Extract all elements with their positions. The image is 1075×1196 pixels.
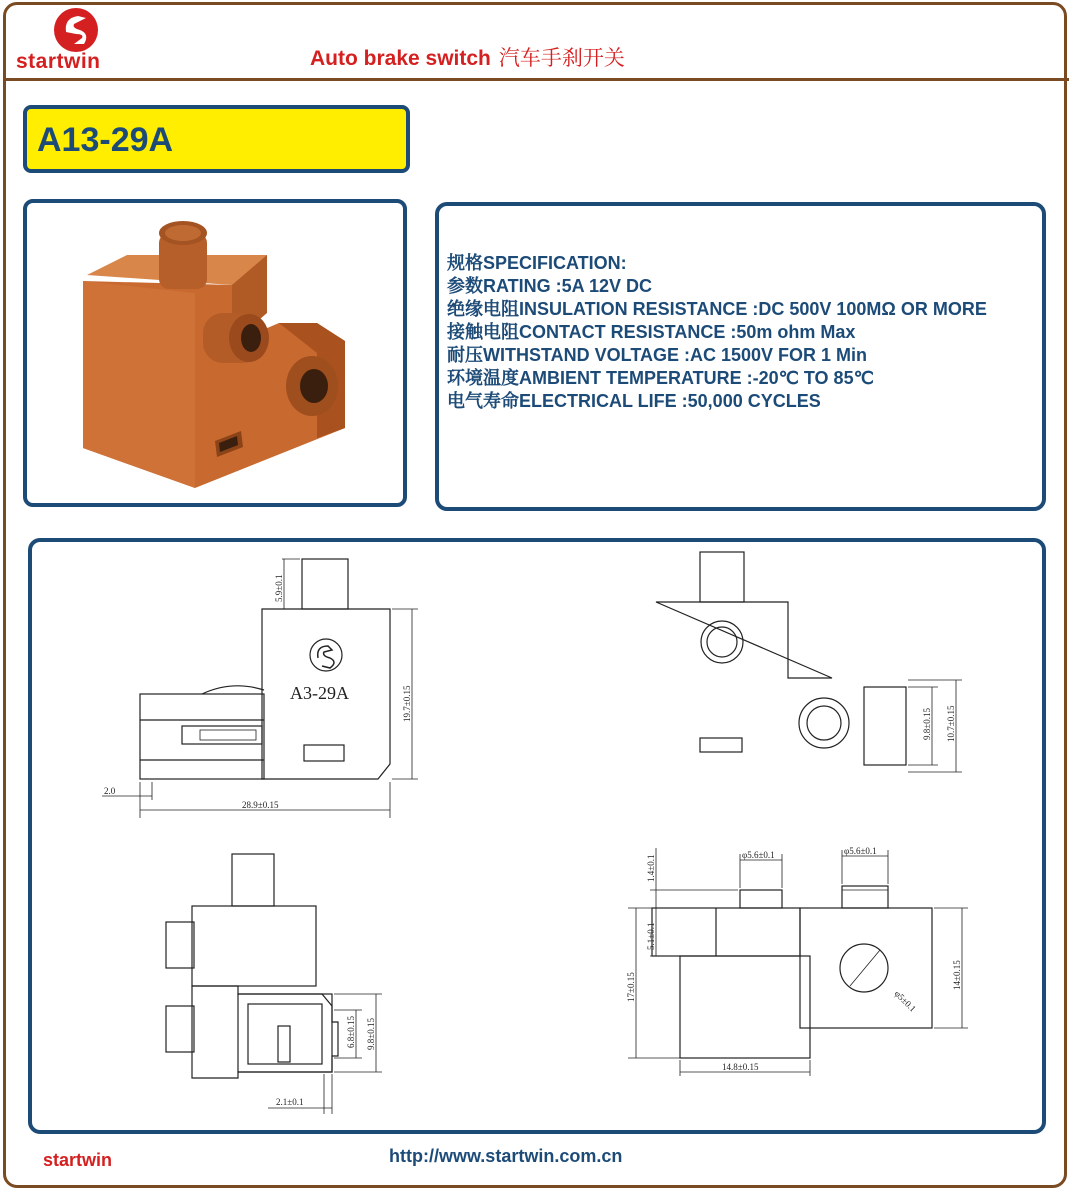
spec-item-cn: 电气寿命 [447, 391, 519, 412]
header-divider [6, 78, 1069, 81]
dim-dia2: φ5.6±0.1 [844, 846, 877, 856]
side-view [626, 846, 968, 1076]
spec-item-en: AMBIENT TEMPERATURE :-20℃ TO 85℃ [519, 368, 874, 388]
spec-item-en: INSULATION RESISTANCE :DC 500V 100MΩ OR MORE [519, 299, 987, 319]
footer-brand: startwin [43, 1150, 113, 1170]
spec-item-contact [447, 321, 987, 344]
spec-item-temperature [447, 367, 987, 390]
spec-item-cn: 绝缘电阻 [447, 299, 519, 320]
spec-heading-cn: 规格 [447, 253, 483, 274]
dim-width: 14.8±0.15 [722, 1062, 759, 1072]
title-cn: 汽车手刹开关 [498, 46, 625, 70]
spec-item-en: ELECTRICAL LIFE :50,000 CYCLES [519, 391, 821, 411]
dim-length: 28.9±0.15 [242, 800, 279, 810]
front-view [102, 559, 418, 818]
model-number: A13-29A [37, 121, 174, 159]
technical-drawing [32, 542, 1042, 1130]
spec-item-en: RATING :5A 12V DC [483, 276, 653, 296]
spec-item-life [447, 390, 987, 413]
dim-mid-step: 5.1±0.1 [646, 922, 656, 950]
product-photo [27, 203, 403, 503]
dim-bottom-outer: 9.8±0.15 [366, 1018, 376, 1050]
footer-url-link[interactable]: http://www.startwin.com.cn [389, 1146, 623, 1166]
spec-item-rating [447, 275, 987, 298]
dim-hole: φ5±0.1 [892, 988, 918, 1014]
dim-bottom-inner: 6.8±0.15 [346, 1016, 356, 1048]
model-banner [23, 105, 410, 173]
spec-item-en: CONTACT RESISTANCE :50m ohm Max [519, 322, 856, 342]
spec-heading [447, 252, 987, 275]
dim-total-height: 17±0.15 [626, 972, 636, 1002]
spec-heading-en: SPECIFICATION: [483, 253, 627, 273]
spec-item-cn: 接触电阻 [447, 322, 519, 343]
dim-right-height: 14±0.15 [952, 960, 962, 990]
title-en: Auto brake switch [310, 47, 491, 70]
spec-item-insulation [447, 298, 987, 321]
dim-bottom-offset: 2.1±0.1 [276, 1097, 304, 1107]
rear-view [656, 552, 962, 772]
spec-item-cn: 参数 [447, 276, 483, 297]
dim-side-outer: 10.7±0.15 [946, 705, 956, 742]
bottom-view [166, 854, 382, 1114]
dim-top-step: 1.4±0.1 [646, 854, 656, 882]
spec-item-withstand [447, 344, 987, 367]
spec-item-cn: 环境温度 [447, 368, 519, 389]
spec-item-cn: 耐压 [447, 345, 483, 366]
technical-drawing-panel [28, 538, 1046, 1134]
dim-body-height: 19.7±0.15 [402, 685, 412, 722]
spec-list [447, 252, 987, 413]
dim-dia1: φ5.6±0.1 [742, 850, 775, 860]
dim-offset: 2.0 [104, 786, 116, 796]
dim-plunger-height: 5.9±0.1 [274, 574, 284, 602]
product-photo-panel [23, 199, 407, 507]
part-marking: A3-29A [290, 683, 349, 703]
page-title [310, 42, 625, 72]
brand-name: startwin [16, 50, 101, 73]
dim-side-inner: 9.8±0.15 [922, 708, 932, 740]
specification-panel [435, 202, 1046, 511]
spec-item-en: WITHSTAND VOLTAGE :AC 1500V FOR 1 Min [483, 345, 868, 365]
